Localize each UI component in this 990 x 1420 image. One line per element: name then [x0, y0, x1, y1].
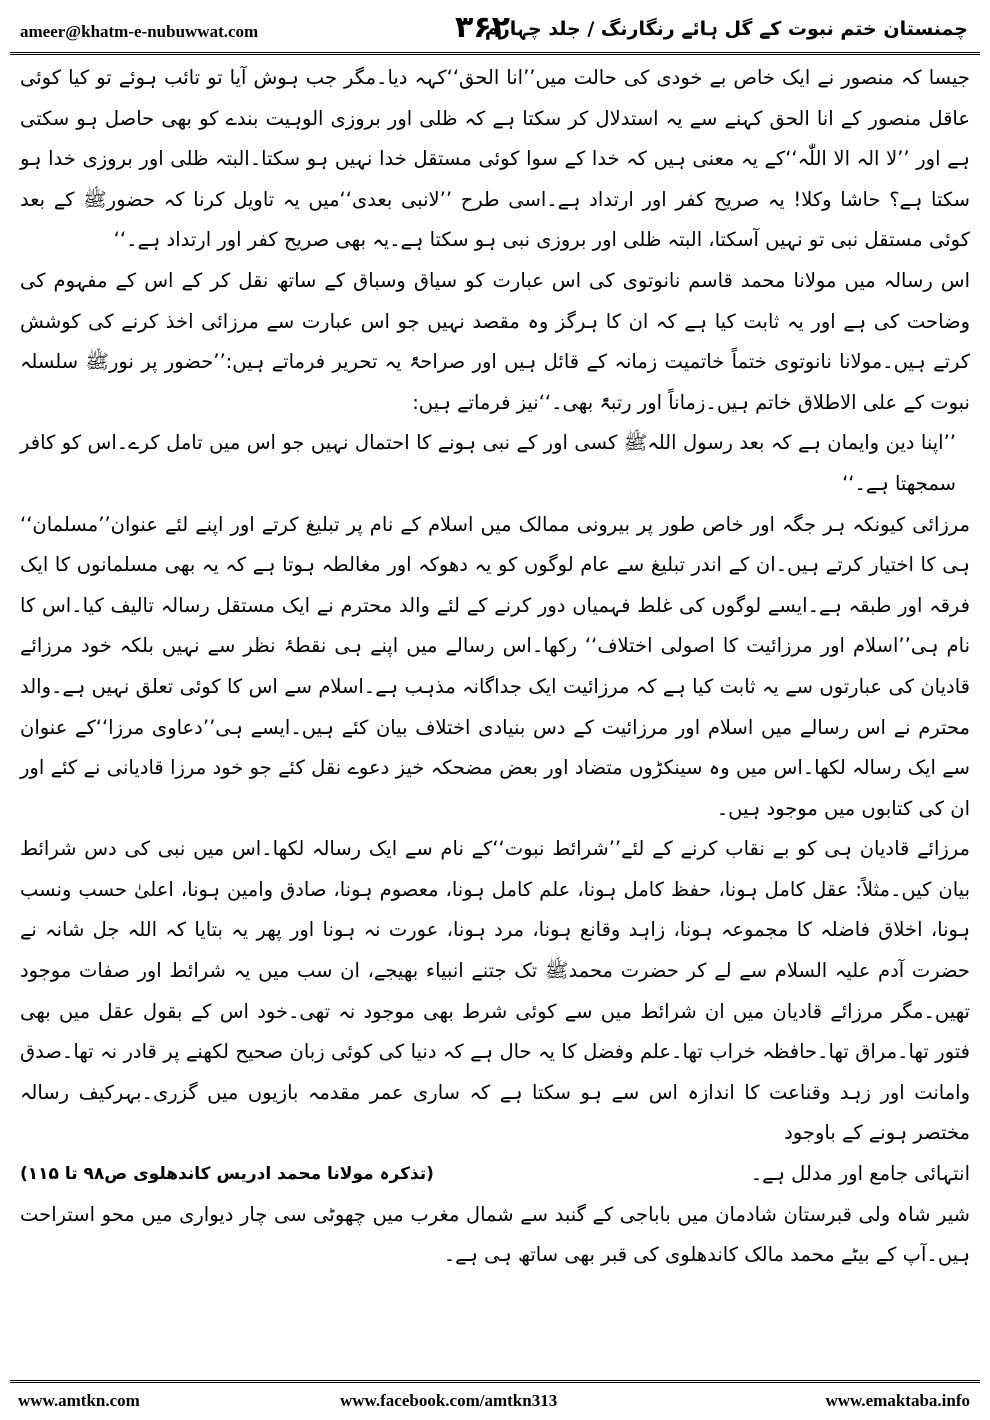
page-number: ۳۶۲ — [455, 10, 510, 45]
footer-link-amtkn[interactable]: www.amtkn.com — [18, 1391, 140, 1410]
book-title: چمنستان ختم نبوت کے گل ہائے رنگارنگ / جلد چہارم — [484, 18, 968, 40]
header-email[interactable]: ameer@khatm-e-nubuwwat.com — [20, 22, 259, 41]
footer-link-emaktaba[interactable]: www.emaktaba.info — [825, 1391, 970, 1410]
footer-link-facebook[interactable]: www.facebook.com/amtkn313 — [340, 1391, 558, 1410]
paragraph-4-end: انتہائی جامع اور مدلل ہے۔ — [750, 1162, 970, 1186]
paragraph-2: اس رسالہ میں مولانا محمد قاسم نانوتوی کی اس عبارت کو سیاق وسباق کے ساتھ نقل کر کے اس کے مفہوم کی وضاحت کی ہے اور یہ ثابت کیا ہے کہ ان کا ہرگز وہ مقصد نہیں جو اس عبارت سے مرزائی اخذ کرنے کی کوشش کرتے ہیں۔مولانا نانوتوی ختماً خاتمیت زمانہ کے قائل ہیں اور صراحۃً یہ تحریر فرماتے ہیں:’’حضور پر نورﷺ سلسلہ نبوت کے علی الاطلاق خاتم ہیں۔زماناً اور رتبۃً بھی۔‘‘نیز فرماتے ہیں: — [20, 268, 970, 414]
paragraph-1: جیسا کہ منصور نے ایک خاص بے خودی کی حالت میں’’انا الحق‘‘کہہ دیا۔مگر جب ہوش آیا تو تائب ہوئے تو کیا کوئی عاقل منصور کے انا الحق کہنے سے یہ استدلال کر سکتا ہے کہ ظلی اور بروزی الوہیت بندے کو بھی حاصل ہو سکتی ہے اور ’’لا الہ الا اللّٰہ‘‘کے یہ معنی ہیں کہ خدا کے سوا کوئی مستقل خدا نہیں ہو سکتا۔البتہ ظلی اور بروزی خدا ہو سکتا ہے؟ حاشا وکلا! یہ صریح کفر اور ارتداد ہے۔اسی طرح ’’لانبی بعدی‘‘میں یہ تاویل کرنا کہ حضورﷺ کے بعد کوئی مستقل نبی تو نہیں آسکتا، البتہ ظلی اور بروزی نبی ہو سکتا ہے۔یہ بھی صریح کفر اور ارتداد ہے۔‘‘ — [20, 66, 970, 252]
citation: (تذکرہ مولانا محمد ادریس کاندھلوی ص۹۸ تا ۱۱۵) — [20, 1164, 434, 1185]
paragraph-5: شیر شاہ ولی قبرستان شادمان میں باباجی کے گنبد سے شمال مغرب میں چھوٹی سی چار دیواری میں محو استراحت ہیں۔آپ کے بیٹے محمد مالک کاندھلوی کی قبر بھی ساتھ ہی ہے۔ — [20, 1202, 970, 1267]
page-body — [20, 58, 970, 1358]
paragraph-4: مرزائے قادیان ہی کو بے نقاب کرنے کے لئے’’شرائط نبوت‘‘کے نام سے ایک رسالہ لکھا۔اس میں نبی کی دس شرائط بیان کیں۔مثلاً: عقل کامل ہونا، حفظ کامل ہونا، علم کامل ہونا، معصوم ہونا، صادق وامین ہونا، اعلیٰ حسب ونسب ہونا، اخلاق فاضلہ کا مجموعہ ہونا، زاہد وقانع ہونا، مرد ہونا، عورت نہ ہونا اور پھر یہ بتایا کہ اللہ جل شانہ نے حضرت آدم علیہ السلام سے لے کر حضرت محمدﷺ تک جتنے انبیاء بھیجے، ان سب میں یہ شرائط اور صفات موجود تھیں۔مگر مرزائے قادیان میں ان شرائط میں سے کوئی شرط بھی موجود نہ تھی۔خود اس کے بقول عقل میں بھی فتور تھا۔مراق تھا۔حافظہ خراب تھا۔علم وفضل کا یہ حال ہے کہ دنیا کی کوئی زبان صحیح لکھنے پر قادر نہ تھا۔صدق وامانت اور زہد وقناعت کا اندازہ اس سے ہو سکتا ہے کہ ساری عمر مقدمہ بازیوں میں گزری۔بہرکیف رسالہ مختصر ہونے کے باوجود — [20, 837, 970, 1145]
paragraph-4-end-row — [20, 1154, 970, 1195]
page-header — [10, 8, 980, 55]
page-footer — [10, 1380, 980, 1417]
quote-nanotvi: ’’اپنا دین وایمان ہے کہ بعد رسول اللہﷺ کسی اور کے نبی ہونے کا احتمال نہیں جو اس میں تامل کرے۔اس کو کافر سمجھتا ہے۔‘‘ — [20, 431, 956, 495]
paragraph-3: مرزائی کیونکہ ہر جگہ اور خاص طور پر بیرونی ممالک میں اسلام کے نام پر تبلیغ کرتے اور اپنے لئے عنوان’’مسلمان‘‘ ہی کا اختیار کرتے ہیں۔ان کے اندر تبلیغ سے عام لوگوں کو یہ دھوکہ اور مغالطہ ہوتا ہے کہ یہ بھی مسلمانوں کا ایک فرقہ اور طبقہ ہے۔ایسے لوگوں کی غلط فہمیاں دور کرنے کے لئے والد محترم نے ایک مستقل رسالہ تالیف کیا۔اس کا نام ہی’’اسلام اور مرزائیت کا اصولی اختلاف‘‘ رکھا۔اس رسالے میں اپنے ہی نقطۂ نظر سے نہیں بلکہ خود مرزائے قادیان کی عبارتوں سے یہ ثابت کیا ہے کہ مرزائیت ایک جداگانہ مذہب ہے۔اسلام سے اس کا کوئی تعلق نہیں ہے۔والد محترم نے اس رسالے میں اسلام اور مرزائیت کے دس بنیادی اختلاف بیان کئے ہیں۔ایسے ہی’’دعاوی مرزا‘‘کے عنوان سے ایک رسالہ لکھا۔اس میں وہ سینکڑوں متضاد اور بعض مضحکہ خیز دعوے نقل کئے جو خود مرزا قادیانی نے کئے اور ان کی کتابوں میں موجود ہیں۔ — [20, 512, 970, 820]
